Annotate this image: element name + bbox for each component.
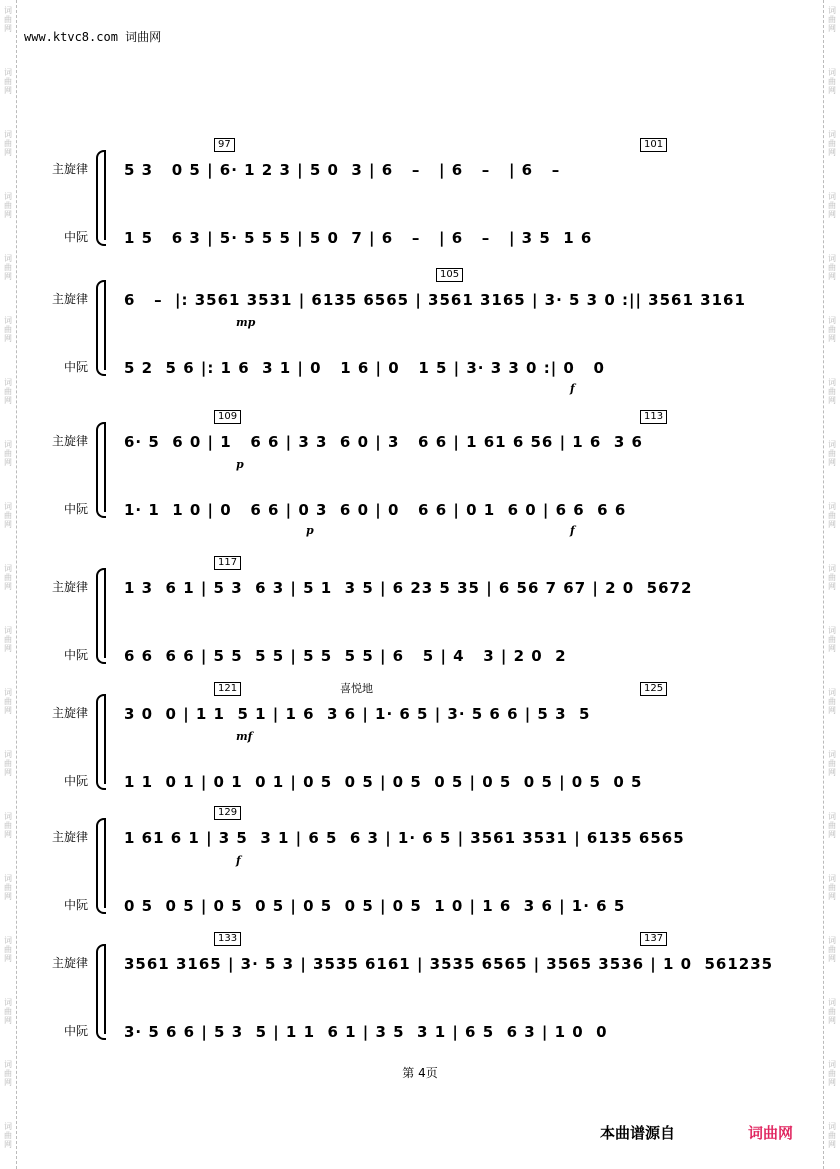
part-label-zhongruan: 中阮 [64,360,89,374]
part-label-melody: 主旋律 [52,434,89,448]
source-label: 本曲谱源自 [600,1124,676,1142]
part-label-zhongruan: 中阮 [64,774,89,788]
watermark-text: 词 曲 网 [4,502,12,529]
part-label-zhongruan: 中阮 [64,502,89,516]
measure-number: 121 [214,682,241,696]
dynamic-marking: mf [236,730,253,743]
page-number: 第 4页 [402,1066,438,1080]
measure-number: 105 [436,268,463,282]
part-label-zhongruan: 中阮 [64,230,89,244]
melody-notation-line: 1 3 6 1 | 5 3 6 3 | 5 1 3 5 | 6 23 5 35 | 6 56 7 67 | 2 0 5672 [124,579,693,597]
part-label-zhongruan: 中阮 [64,1024,89,1038]
watermark-text: 词 曲 网 [4,68,12,95]
system-inner-bar [104,152,106,240]
watermark-text: 词 曲 网 [4,130,12,157]
melody-notation-line: 3561 3165 | 3· 5 3 | 3535 6161 | 3535 6565 | 3565 3536 | 1 0 561235 [124,955,774,973]
system-inner-bar [104,696,106,784]
watermark-text: 词 曲 网 [828,812,836,839]
watermark-text: 词 曲 网 [4,440,12,467]
watermark-text: 词 曲 网 [828,6,836,33]
zhongruan-notation-line: 3· 5 6 6 | 5 3 5 | 1 1 6 1 | 3 5 3 1 | 6 5 6 3 | 1 0 0 [124,1023,608,1041]
part-label-melody: 主旋律 [52,956,89,970]
expression-marking: 喜悦地 [340,682,373,695]
melody-notation-line: 1 61 6 1 | 3 5 3 1 | 6 5 6 3 | 1· 6 5 | 3561 3531 | 6135 6565 [124,829,685,847]
measure-number: 129 [214,806,241,820]
part-label-melody: 主旋律 [52,580,89,594]
watermark-text: 词 曲 网 [4,254,12,281]
zhongruan-notation-line: 5 2 5 6 |: 1 6 3 1 | 0 1 6 | 0 1 5 | 3· 3 3 0 :| 0 0 [124,359,605,377]
dynamic-marking: f [570,524,575,537]
score-system [50,682,772,791]
watermark-text: 词 曲 网 [828,192,836,219]
watermark-text: 词 曲 网 [828,626,836,653]
watermark-text: 词 曲 网 [4,192,12,219]
measure-number: 97 [214,138,235,152]
measure-number: 113 [640,410,667,424]
site-logo[interactable]: 词曲网 [748,1124,794,1142]
watermark-text: 词 曲 网 [828,130,836,157]
watermark-text: 词 曲 网 [828,750,836,777]
measure-number: 109 [214,410,241,424]
watermark-text: 词 曲 网 [828,316,836,343]
system-inner-bar [104,424,106,512]
melody-notation-line: 6· 5 6 0 | 1 6 6 | 3 3 6 0 | 3 6 6 | 1 61 6 56 | 1 6 3 6 [124,433,643,451]
watermark-text: 词 曲 网 [828,936,836,963]
measure-number: 125 [640,682,667,696]
score-system [50,557,772,665]
measure-number: 101 [640,138,667,152]
watermark-text: 词 曲 网 [4,378,12,405]
watermark-text: 词 曲 网 [4,688,12,715]
score-system [50,933,774,1041]
watermark-text: 词 曲 网 [828,998,836,1025]
watermark-text: 词 曲 网 [828,1122,836,1149]
score-system [50,269,772,395]
system-inner-bar [104,282,106,370]
dynamic-marking: f [570,382,575,395]
part-label-melody: 主旋律 [52,830,89,844]
watermark-text: 词 曲 网 [4,626,12,653]
system-inner-bar [104,946,106,1034]
watermark-text: 词 曲 网 [828,688,836,715]
system-inner-bar [104,570,106,658]
watermark-text: 词 曲 网 [4,564,12,591]
melody-notation-line: 6 – |: 3561 3531 | 6135 6565 | 3561 3165 | 3· 5 3 0 :|| 3561 3161 [124,291,746,309]
zhongruan-notation-line: 1 1 0 1 | 0 1 0 1 | 0 5 0 5 | 0 5 0 5 | 0 5 0 5 | 0 5 0 5 [124,773,643,791]
measure-number: 137 [640,932,667,946]
part-label-zhongruan: 中阮 [64,648,89,662]
dynamic-marking: p [306,524,314,537]
watermark-text: 词 曲 网 [828,502,836,529]
dynamic-marking: mp [236,316,256,329]
part-label-melody: 主旋律 [52,292,89,306]
watermark-text: 词 曲 网 [4,6,12,33]
watermark-text: 词 曲 网 [4,998,12,1025]
site-url-header[interactable]: www.ktvc8.com 词曲网 [24,30,162,44]
dynamic-marking: p [236,458,244,471]
watermark-text: 词 曲 网 [828,874,836,901]
watermark-text: 词 曲 网 [4,812,12,839]
part-label-melody: 主旋律 [52,162,89,176]
zhongruan-notation-line: 1 5 6 3 | 5· 5 5 5 | 5 0 7 | 6 – | 6 – | 3 5 1 6 [124,229,593,247]
zhongruan-notation-line: 6 6 6 6 | 5 5 5 5 | 5 5 5 5 | 6 5 | 4 3 | 2 0 2 [124,647,567,665]
system-inner-bar [104,820,106,908]
melody-notation-line: 3 0 0 | 1 1 5 1 | 1 6 3 6 | 1· 6 5 | 3· 5 6 6 | 5 3 5 [124,705,591,723]
part-label-zhongruan: 中阮 [64,898,89,912]
score-system [50,411,772,537]
watermark-text: 词 曲 网 [828,254,836,281]
watermark-text: 词 曲 网 [4,316,12,343]
zhongruan-notation-line: 0 5 0 5 | 0 5 0 5 | 0 5 0 5 | 0 5 1 0 | 1 6 3 6 | 1· 6 5 [124,897,626,915]
score-system [50,139,772,247]
watermark-text: 词 曲 网 [4,936,12,963]
part-label-melody: 主旋律 [52,706,89,720]
watermark-text: 词 曲 网 [4,750,12,777]
measure-number: 117 [214,556,241,570]
melody-notation-line: 5 3 0 5 | 6· 1 2 3 | 5 0 3 | 6 – | 6 – | 6 – [124,161,561,179]
watermark-text: 词 曲 网 [828,1060,836,1087]
dynamic-marking: f [236,854,241,867]
watermark-text: 词 曲 网 [828,440,836,467]
watermark-text: 词 曲 网 [828,564,836,591]
watermark-text: 词 曲 网 [4,1060,12,1087]
watermark-text: 词 曲 网 [4,1122,12,1149]
measure-number: 133 [214,932,241,946]
watermark-text: 词 曲 网 [828,378,836,405]
score-system [50,807,772,915]
watermark-text: 词 曲 网 [4,874,12,901]
zhongruan-notation-line: 1· 1 1 0 | 0 6 6 | 0 3 6 0 | 0 6 6 | 0 1 6 0 | 6 6 6 6 [124,501,627,519]
watermark-text: 词 曲 网 [828,68,836,95]
